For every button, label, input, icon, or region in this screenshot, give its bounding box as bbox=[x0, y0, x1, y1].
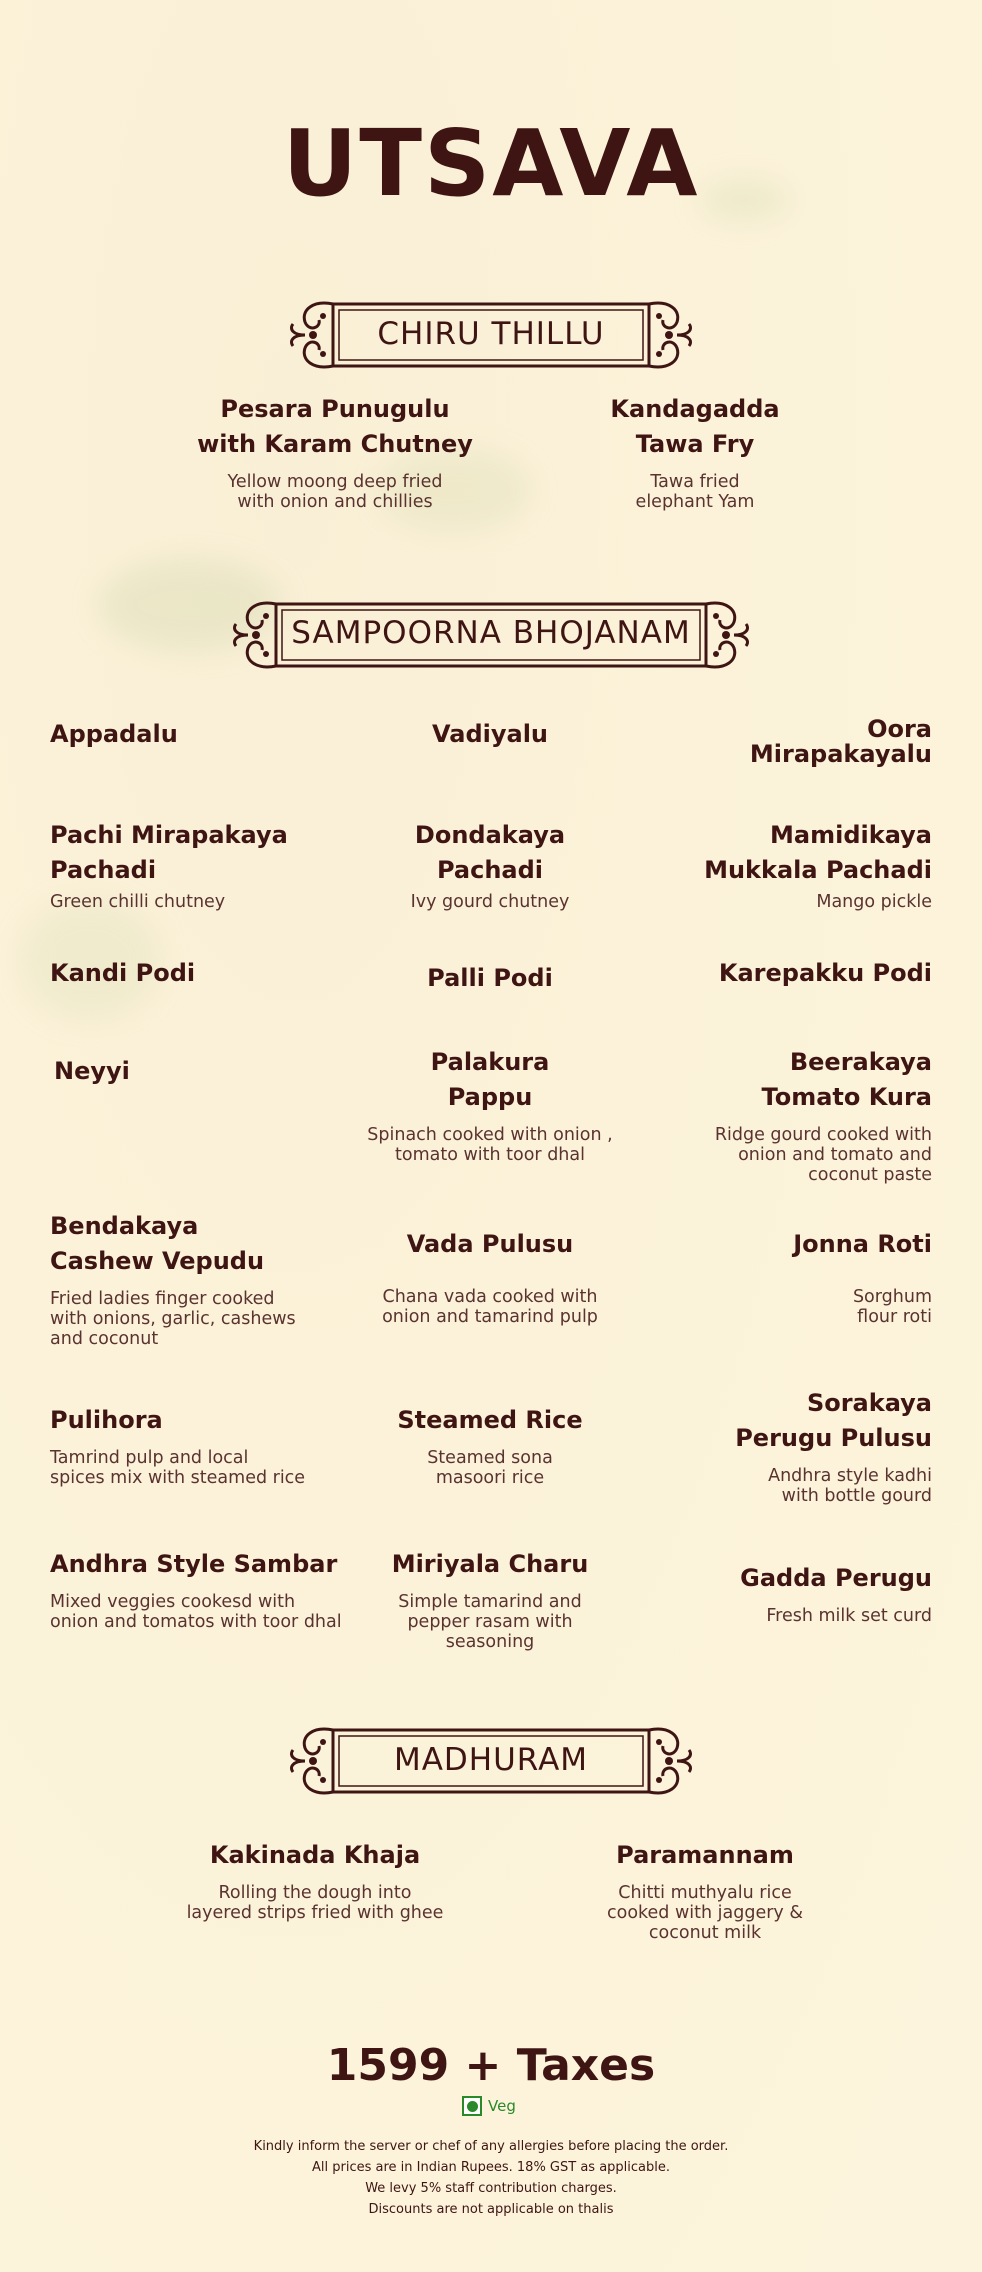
menu-item bbox=[170, 392, 500, 512]
item-description: Green chilli chutney bbox=[50, 892, 226, 912]
menu-item bbox=[640, 717, 932, 767]
menu-item bbox=[340, 1403, 640, 1488]
item-name: Neyyi bbox=[54, 1057, 130, 1085]
item-description: Ivy gourd chutney bbox=[410, 892, 570, 912]
item-description: Chitti muthyalu rice cooked with jaggery & coconut milk bbox=[606, 1883, 803, 1943]
menu-item bbox=[340, 961, 640, 996]
item-name: Pulihora bbox=[50, 1406, 163, 1434]
item-name: Gadda Perugu bbox=[740, 1564, 932, 1592]
item-description: Mixed veggies cookesd with onion and tomatos with toor dhal bbox=[50, 1592, 342, 1632]
item-name: Pesara Punugulu with Karam Chutney bbox=[197, 395, 473, 458]
item-description: Yellow moong deep fried with onion and chillies bbox=[227, 472, 443, 512]
menu-item bbox=[50, 1209, 350, 1349]
menu-item bbox=[640, 956, 932, 991]
item-description: Tawa fried elephant Yam bbox=[635, 472, 755, 512]
item-name: Kakinada Khaja bbox=[209, 1841, 421, 1869]
menu-notes bbox=[0, 2136, 982, 2220]
menu-item bbox=[50, 1403, 350, 1488]
item-description: Steamed sona masoori rice bbox=[427, 1448, 553, 1488]
item-name: Andhra Style Sambar bbox=[50, 1550, 338, 1578]
item-description: Tamrind pulp and local spices mix with steamed rice bbox=[50, 1448, 306, 1488]
menu-item bbox=[640, 1386, 932, 1506]
menu-item bbox=[340, 1547, 640, 1652]
menu-item bbox=[340, 1227, 640, 1327]
item-name: Bendakaya Cashew Vepudu bbox=[50, 1212, 265, 1275]
item-name: Steamed Rice bbox=[397, 1406, 583, 1434]
item-description: Spinach cooked with onion , tomato with toor dhal bbox=[367, 1125, 613, 1165]
menu-item bbox=[640, 818, 932, 912]
note-line: Discounts are not applicable on thalis bbox=[368, 2202, 614, 2217]
note-line: Kindly inform the server or chef of any allergies before placing the order. bbox=[253, 2139, 729, 2154]
note-line: We levy 5% staff contribution charges. bbox=[365, 2181, 617, 2196]
section-title: CHIRU THILLU bbox=[377, 316, 605, 352]
item-description: Fried ladies finger cooked with onions, garlic, cashews and coconut bbox=[50, 1289, 296, 1349]
menu-item bbox=[54, 1054, 340, 1089]
item-name: Oora Mirapakayalu bbox=[749, 715, 932, 768]
menu-item bbox=[50, 717, 340, 752]
item-name: Mamidikaya Mukkala Pachadi bbox=[704, 821, 932, 884]
item-description: Fresh milk set curd bbox=[766, 1606, 932, 1626]
item-description: Rolling the dough into layered strips fried with ghee bbox=[186, 1883, 444, 1923]
item-name: Palakura Pappu bbox=[430, 1048, 550, 1111]
menu-item bbox=[640, 1045, 932, 1185]
item-name: Pachi Mirapakaya Pachadi bbox=[50, 821, 288, 884]
menu-item bbox=[50, 818, 340, 912]
veg-label: Veg bbox=[488, 2097, 516, 2115]
item-name: Dondakaya Pachadi bbox=[414, 821, 566, 884]
item-name: Appadalu bbox=[50, 720, 178, 748]
menu-item bbox=[50, 1547, 360, 1632]
menu-item bbox=[340, 818, 640, 912]
menu-item bbox=[150, 1838, 480, 1923]
veg-indicator-icon bbox=[462, 2096, 482, 2116]
item-name: Karepakku Podi bbox=[718, 959, 932, 987]
section-banner-main bbox=[226, 596, 756, 674]
item-name: Kandagadda Tawa Fry bbox=[610, 395, 780, 458]
item-name: Vadiyalu bbox=[431, 720, 548, 748]
menu-item bbox=[340, 717, 640, 752]
veg-indicator bbox=[462, 2096, 516, 2116]
menu-item bbox=[640, 1227, 932, 1327]
section-banner-dessert bbox=[283, 1722, 699, 1800]
item-name: Beerakaya Tomato Kura bbox=[761, 1048, 932, 1111]
item-description: Ridge gourd cooked with onion and tomato and coconut paste bbox=[714, 1125, 932, 1185]
menu-item bbox=[50, 956, 340, 991]
menu-item bbox=[560, 1838, 850, 1943]
section-banner-starters bbox=[283, 296, 699, 374]
item-description: Simple tamarind and pepper rasam with seasoning bbox=[398, 1592, 582, 1652]
item-name: Sorakaya Perugu Pulusu bbox=[735, 1389, 932, 1452]
item-name: Paramannam bbox=[616, 1841, 794, 1869]
item-description: Chana vada cooked with onion and tamarind pulp bbox=[382, 1287, 598, 1327]
menu-item bbox=[640, 1561, 932, 1626]
menu-item bbox=[340, 1045, 640, 1165]
item-description: Sorghum flour roti bbox=[852, 1287, 932, 1327]
note-line: All prices are in Indian Rupees. 18% GST as applicable. bbox=[312, 2160, 670, 2175]
item-name: Kandi Podi bbox=[50, 959, 196, 987]
menu-item bbox=[545, 392, 845, 512]
item-description: Mango pickle bbox=[816, 892, 932, 912]
item-name: Jonna Roti bbox=[793, 1230, 932, 1258]
section-title: MADHURAM bbox=[393, 1742, 589, 1778]
restaurant-title: UTSAVA bbox=[282, 110, 700, 217]
item-name: Palli Podi bbox=[427, 964, 553, 992]
thali-price: 1599 + Taxes bbox=[326, 2040, 656, 2091]
item-description: Andhra style kadhi with bottle gourd bbox=[768, 1466, 932, 1506]
item-name: Vada Pulusu bbox=[406, 1230, 574, 1258]
item-name: Miriyala Charu bbox=[391, 1550, 589, 1578]
section-title: SAMPOORNA BHOJANAM bbox=[291, 615, 691, 651]
